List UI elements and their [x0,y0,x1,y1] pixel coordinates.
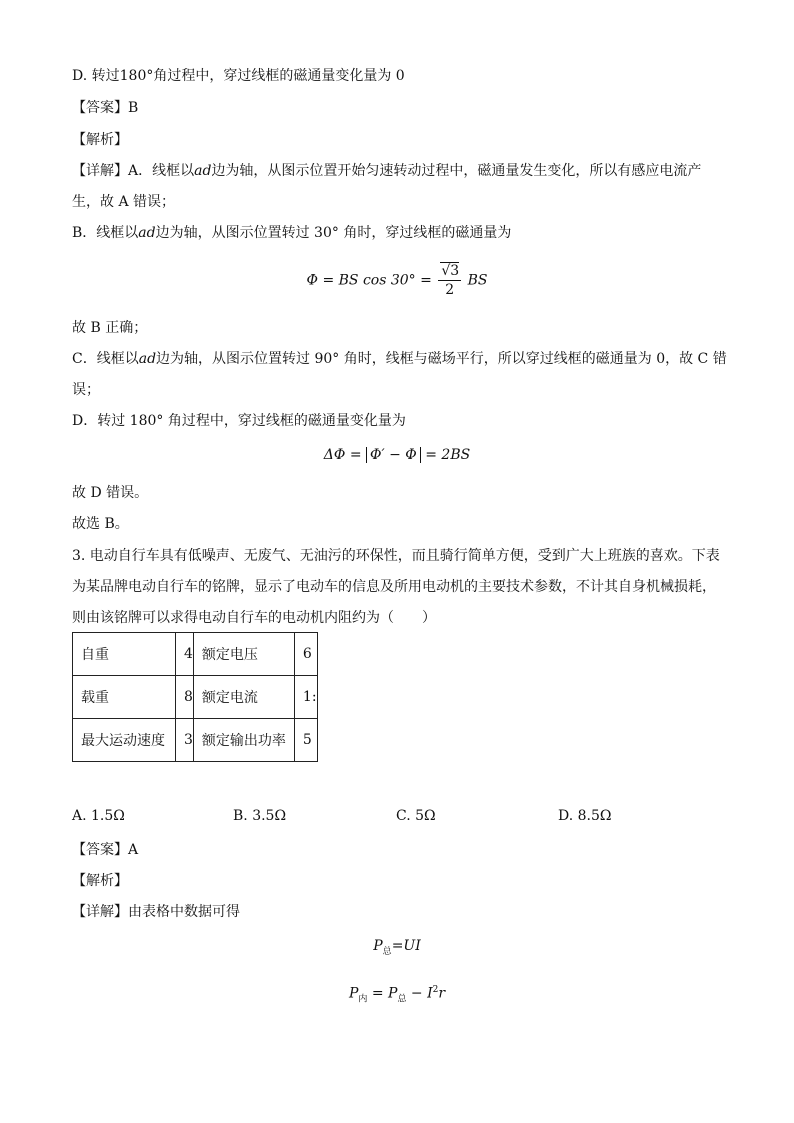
option-d: D. 8.5Ω [558,808,612,824]
spec-table [72,632,318,762]
detail-c: C．线框以ad边为轴，从图示位置转过 90° 角时，线框与磁场平行，所以穿过线框的磁通量为 0，故 C 错 [72,351,727,367]
detail-d-result: 故 D 错误。 [72,485,149,501]
formula-total-power: $P_总=UI$ [373,938,421,957]
detail-d: D．转过 180° 角过程中，穿过线框的磁通量变化量为 [72,413,406,429]
detail-a: 【详解】A．线框以ad边为轴，从图示位置开始匀速转动过程中，磁通量发生变化，所以有感应电流产 [72,163,702,179]
choice-b: 故选 B。 [72,516,129,532]
table-key: 额定电流 [193,676,294,719]
detail-a-cont: 生，故 A 错误； [72,194,176,210]
table-key: 最大运动速度 [73,719,176,762]
option-a: A. 1.5Ω [72,808,125,824]
formula-internal-power: $P_内 = P_总 - I^2r$ [348,985,446,1005]
detail-c-cont: 误； [72,382,100,398]
table-row [73,719,318,762]
analysis-label-2: 【解析】 [72,873,128,889]
table-key: 载重 [73,676,176,719]
question-3-line1: 3. 电动自行车具有低噪声、无废气、无油污的环保性，而且骑行简单方便，受到广大上班族的喜欢。下表 [72,548,720,564]
table-value: 4 [176,633,194,676]
table-key: 额定电压 [193,633,294,676]
table-key: 自重 [73,633,176,676]
question-3-line2: 为某品牌电动自行车的铭牌，显示了电动车的信息及所用电动机的主要技术参数，不计其自身机械损耗， [72,579,716,595]
table-value: 3 [176,719,194,762]
table-value: 8 [176,676,194,719]
option-c: C. 5Ω [396,808,436,824]
analysis-label-1: 【解析】 [72,132,128,148]
table-value: 5 [294,719,317,762]
option-b: B. 3.5Ω [233,808,287,824]
table-key: 额定输出功率 [193,719,294,762]
option-d-prev: D. 转过180°角过程中，穿过线框的磁通量变化量为 0 [72,68,405,84]
formula-delta-flux: ΔΦ = Φ′ − Φ = 2BS [323,447,471,463]
formula-flux: Φ = BS cos 30° = $\frac{√3}{2}$ BS [306,263,488,298]
detail-b: B．线框以ad边为轴，从图示位置转过 30° 角时，穿过线框的磁通量为 [72,225,512,241]
table-row [73,676,318,719]
table-value: 6 [294,633,317,676]
answer-label-2: 【答案】A [72,842,139,858]
table-row [73,633,318,676]
detail-table: 【详解】由表格中数据可得 [72,904,240,920]
detail-b-result: 故 B 正确； [72,320,148,336]
table-value: 1: [294,676,317,719]
answer-label-1: 【答案】B [72,100,139,116]
question-3-line3: 则由该铭牌可以求得电动自行车的电动机内阻约为（ ） [72,610,436,626]
